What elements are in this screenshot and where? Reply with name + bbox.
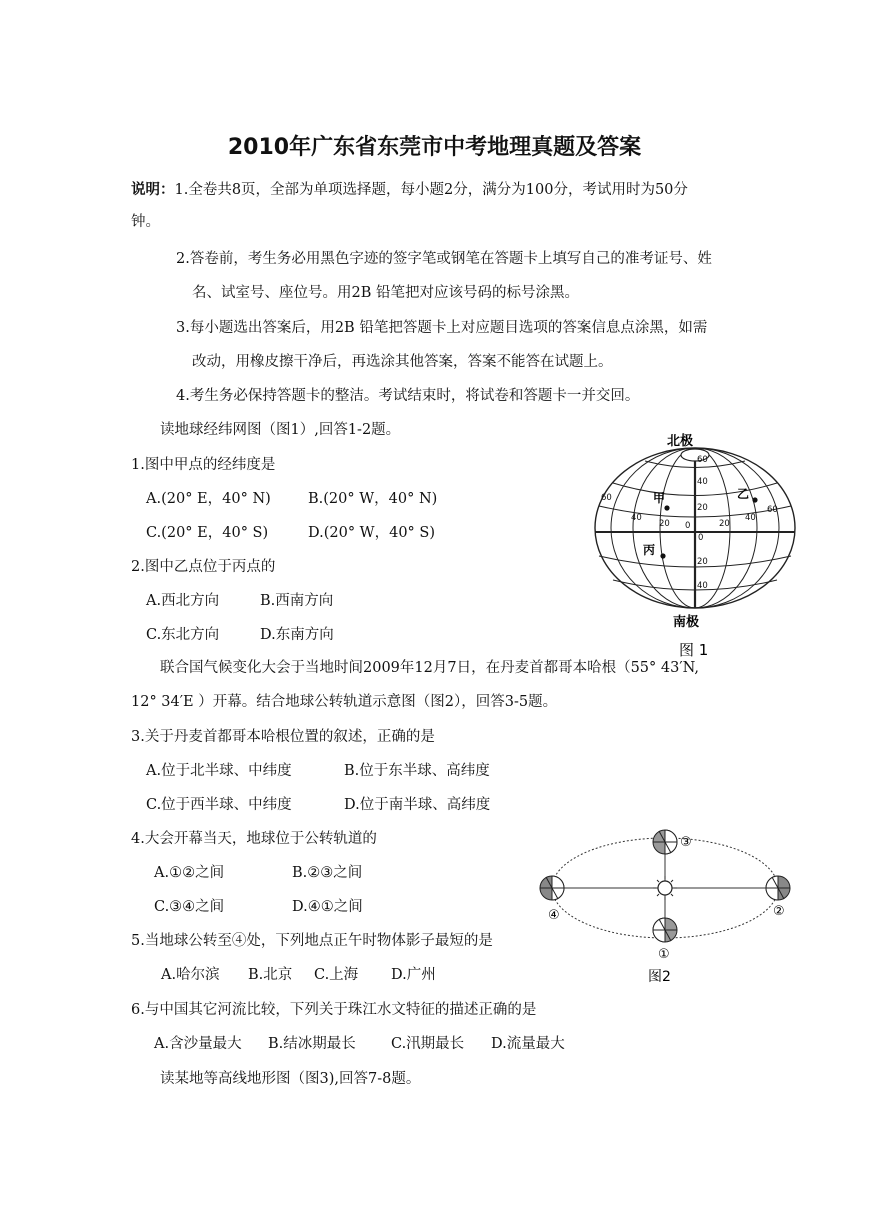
- question-2-option-a: A.西北方向: [146, 593, 220, 609]
- instruction-1: 1.全卷共8页，全部为单项选择题，每小题2分，满分为100分，考试用时为50分: [174, 182, 688, 198]
- question-3-stem: 3.关于丹麦首都哥本哈根位置的叙述，正确的是: [131, 729, 435, 745]
- lat-label-20n: 20: [697, 503, 708, 513]
- question-4-option-c: C.③④之间: [154, 899, 225, 915]
- question-6-option-b: B.结冰期最长: [268, 1036, 356, 1052]
- instruction-2-cont: 名、试室号、座位号。用2B 铅笔把对应该号码的标号涂黑。: [192, 285, 579, 301]
- earth-position-2: [766, 876, 790, 900]
- point-bing-label: 丙: [643, 543, 656, 557]
- lon-label-60w: 60: [601, 493, 612, 503]
- question-2-option-d: D.东南方向: [260, 627, 334, 643]
- page-title: 2010年广东省东莞市中考地理真题及答案: [227, 135, 642, 160]
- lon-label-0: 0: [685, 521, 691, 531]
- instructions-label: 说明：: [131, 182, 175, 198]
- question-5-option-a: A.哈尔滨: [161, 967, 220, 983]
- question-5-option-b: B.北京: [248, 967, 293, 983]
- position-4-label: ④: [548, 908, 560, 923]
- question-4-option-d: D.④①之间: [292, 899, 363, 915]
- lon-label-40e: 40: [745, 513, 756, 523]
- question-6-stem: 6.与中国其它河流比较，下列关于珠江水文特征的描述正确的是: [131, 1002, 537, 1018]
- lat-label-60: 60: [697, 455, 708, 465]
- point-yi-marker: [752, 497, 757, 502]
- question-6-option-c: C.汛期最长: [391, 1036, 465, 1052]
- earth-position-1: [653, 918, 677, 942]
- question-1-option-c: C.(20° E，40° S): [146, 525, 269, 541]
- question-4-stem: 4.大会开幕当天，地球位于公转轨道的: [131, 831, 377, 847]
- lon-label-60e: 60: [767, 505, 778, 515]
- question-4-option-a: A.①②之间: [154, 865, 225, 881]
- lon-label-20w: 20: [659, 519, 670, 529]
- lon-label-20e: 20: [719, 519, 730, 529]
- question-3-option-d: D.位于南半球、高纬度: [344, 797, 491, 813]
- point-jia-label: 甲: [653, 491, 666, 505]
- lat-label-20s: 20: [697, 557, 708, 567]
- lat-label-40s: 40: [697, 581, 708, 591]
- question-2-option-b: B.西南方向: [260, 593, 334, 609]
- figure-2-caption: 图2: [648, 969, 671, 985]
- question-6-option-d: D.流量最大: [491, 1036, 565, 1052]
- question-2-stem: 2.图中乙点位于丙点的: [131, 559, 276, 575]
- question-1-stem: 1.图中甲点的经纬度是: [131, 457, 276, 473]
- question-1-option-b: B.(20° W，40° N): [308, 491, 438, 507]
- lat-label-0: 0: [698, 533, 704, 543]
- question-5-option-c: C.上海: [314, 967, 359, 983]
- question-3-option-b: B.位于东半球、高纬度: [344, 763, 490, 779]
- question-1-option-a: A.(20° E，40° N): [146, 491, 271, 507]
- position-3-label: ③: [680, 835, 692, 850]
- point-jia-marker: [664, 505, 669, 510]
- figure-1-globe: [585, 428, 805, 663]
- point-yi-label: 乙: [737, 487, 750, 501]
- question-6-option-a: A.含沙量最大: [154, 1036, 242, 1052]
- figure-1-caption: 图 1: [679, 641, 709, 659]
- question-3-option-c: C.位于西半球、中纬度: [146, 797, 292, 813]
- question-5-stem: 5.当地球公转至④处，下列地点正午时物体影子最短的是: [131, 933, 493, 949]
- intro-figure-2-line-1: 联合国气候变化大会于当地时间2009年12月7日，在丹麦首都哥本哈根（55° 43′N,: [160, 660, 699, 676]
- instruction-3-cont: 改动，用橡皮擦干净后，再选涂其他答案，答案不能答在试题上。: [192, 354, 613, 370]
- earth-position-4: [540, 876, 564, 900]
- instructions-line-1: [131, 180, 688, 200]
- instruction-1-cont: 钟。: [131, 214, 160, 230]
- intro-figure-2-line-2: 12° 34′E ）开幕。结合地球公转轨道示意图（图2），回答3-5题。: [131, 694, 558, 710]
- point-bing-marker: [660, 553, 665, 558]
- question-4-option-b: B.②③之间: [292, 865, 363, 881]
- intro-figure-1: 读地球经纬网图（图1）,回答1-2题。: [160, 422, 401, 438]
- instruction-4: 4.考生务必保持答题卡的整洁。考试结束时，将试卷和答题卡一并交回。: [176, 388, 640, 404]
- question-1-option-d: D.(20° W，40° S): [308, 525, 435, 541]
- south-pole-label: 南极: [673, 615, 700, 630]
- latitude-labels: [697, 455, 708, 591]
- lon-label-40w: 40: [631, 513, 642, 523]
- lat-label-40n: 40: [697, 477, 708, 487]
- instruction-2: 2.答卷前，考生务必用黑色字迹的签字笔或钢笔在答题卡上填写自己的准考证号、姓: [176, 251, 712, 267]
- question-2-option-c: C.东北方向: [146, 627, 220, 643]
- question-5-option-d: D.广州: [391, 967, 436, 983]
- instruction-3: 3.每小题选出答案后，用2B 铅笔把答题卡上对应题目选项的答案信息点涂黑，如需: [176, 320, 708, 336]
- figure-2-orbit: [530, 828, 800, 993]
- position-1-label: ①: [658, 947, 670, 962]
- earth-position-3: [653, 830, 677, 854]
- question-3-option-a: A.位于北半球、中纬度: [146, 763, 292, 779]
- intro-figure-3: 读某地等高线地形图（图3),回答7-8题。: [160, 1071, 421, 1087]
- north-pole-label: 北极: [667, 434, 694, 449]
- position-2-label: ②: [773, 904, 785, 919]
